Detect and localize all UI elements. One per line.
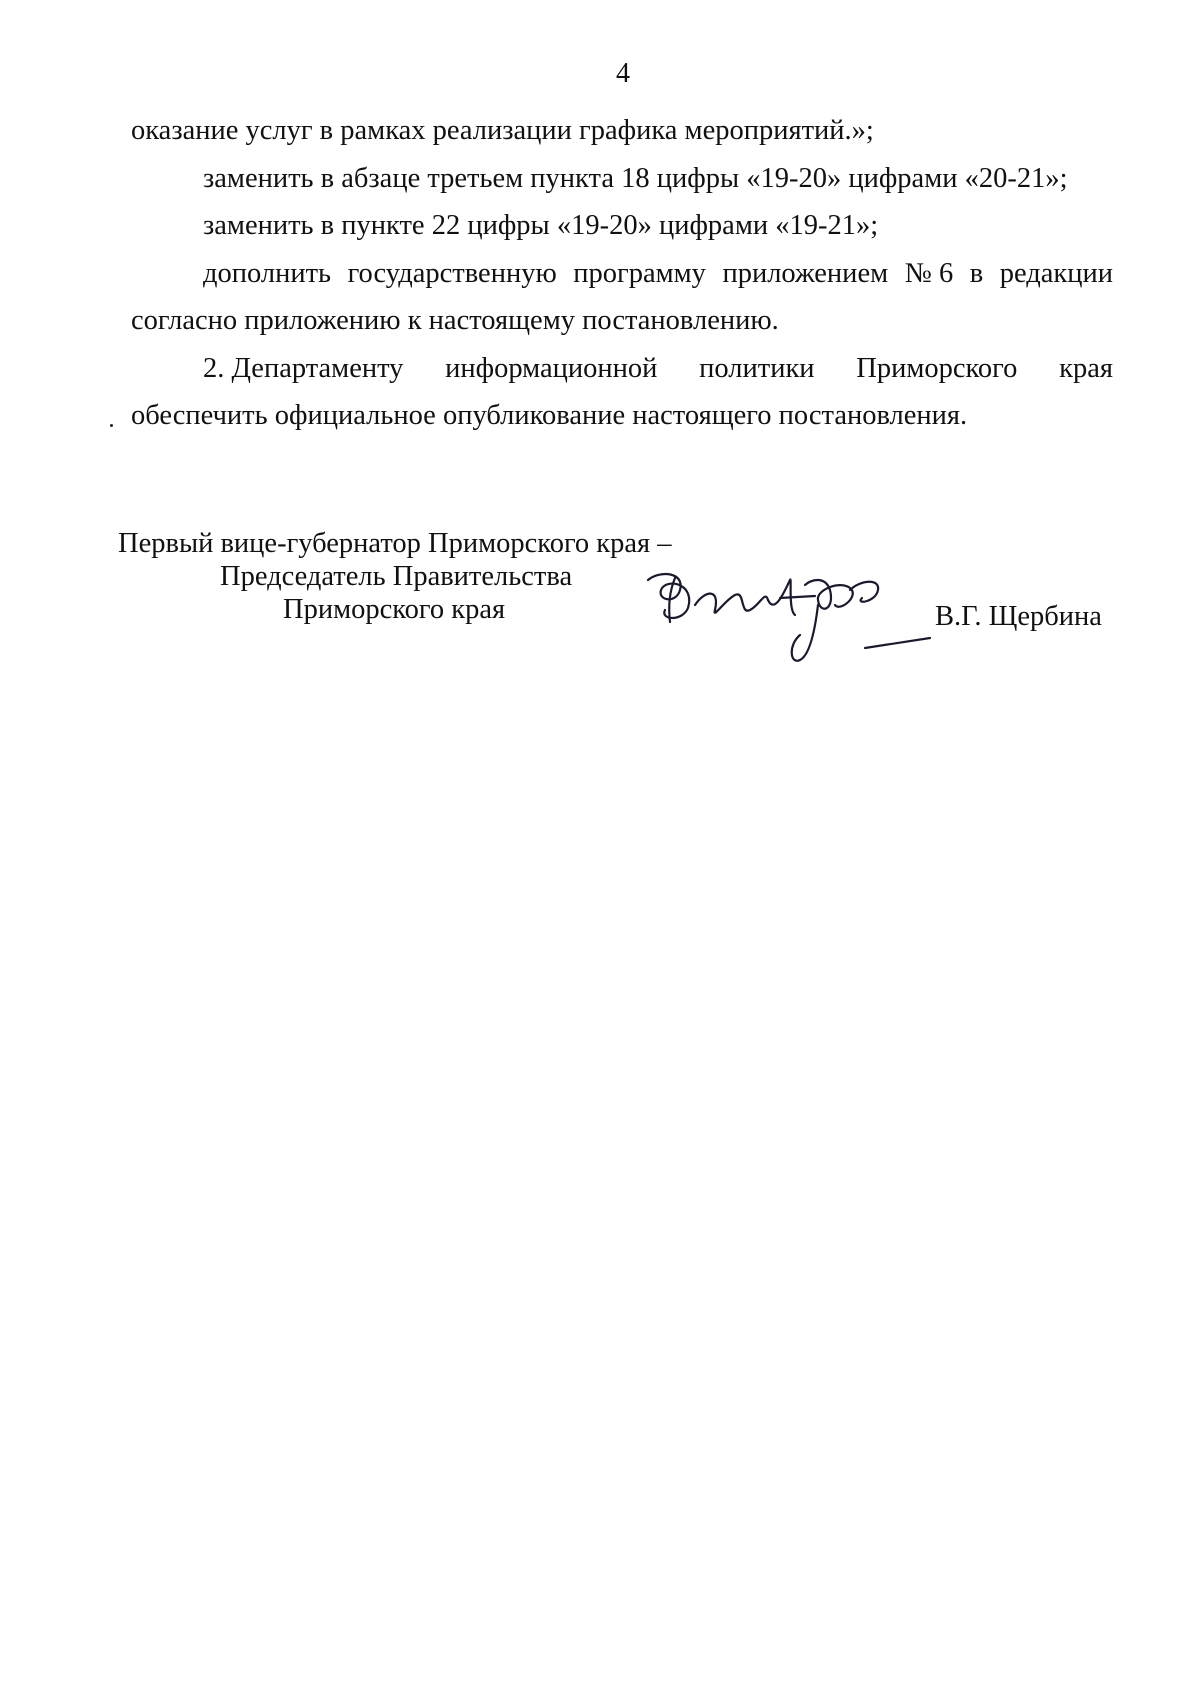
word: Приморского xyxy=(856,352,1018,384)
word: дополнить xyxy=(203,257,332,289)
position-line: Приморского края xyxy=(283,594,506,625)
paragraph-line-justified xyxy=(131,345,1113,393)
word: приложением xyxy=(722,257,889,289)
handwritten-signature xyxy=(640,560,940,670)
position-line: Первый вице-губернатор Приморского края – xyxy=(118,528,672,559)
paragraph-line-justified xyxy=(131,250,1113,298)
word: государственную xyxy=(347,257,557,289)
signer-name: В.Г. Щербина xyxy=(935,601,1102,632)
word: № 6 xyxy=(904,257,954,289)
document-body xyxy=(131,107,1113,440)
word: программу xyxy=(573,257,706,289)
signatory-position xyxy=(118,527,672,626)
word: редакции xyxy=(999,257,1113,289)
word: политики xyxy=(699,352,815,384)
word: в xyxy=(969,257,984,289)
paragraph-line: оказание услуг в рамках реализации графика мероприятий.»; xyxy=(131,115,874,146)
stray-mark xyxy=(110,424,113,427)
paragraph-line: заменить в пункте 22 цифры «19-20» цифрами «19-21»; xyxy=(203,210,879,241)
paragraph-line: заменить в абзаце третьем пункта 18 цифры «19-20» цифрами «20-21»; xyxy=(203,162,1068,194)
paragraph-line: согласно приложению к настоящему постановлению. xyxy=(131,305,779,336)
paragraph-line: обеспечить официальное опубликование настоящего постановления. xyxy=(131,400,968,431)
word: информационной xyxy=(445,352,658,384)
word: края xyxy=(1059,352,1113,384)
word: 2. Департаменту xyxy=(203,352,404,384)
page-number: 4 xyxy=(616,58,630,89)
position-line: Председатель Правительства xyxy=(220,561,573,592)
